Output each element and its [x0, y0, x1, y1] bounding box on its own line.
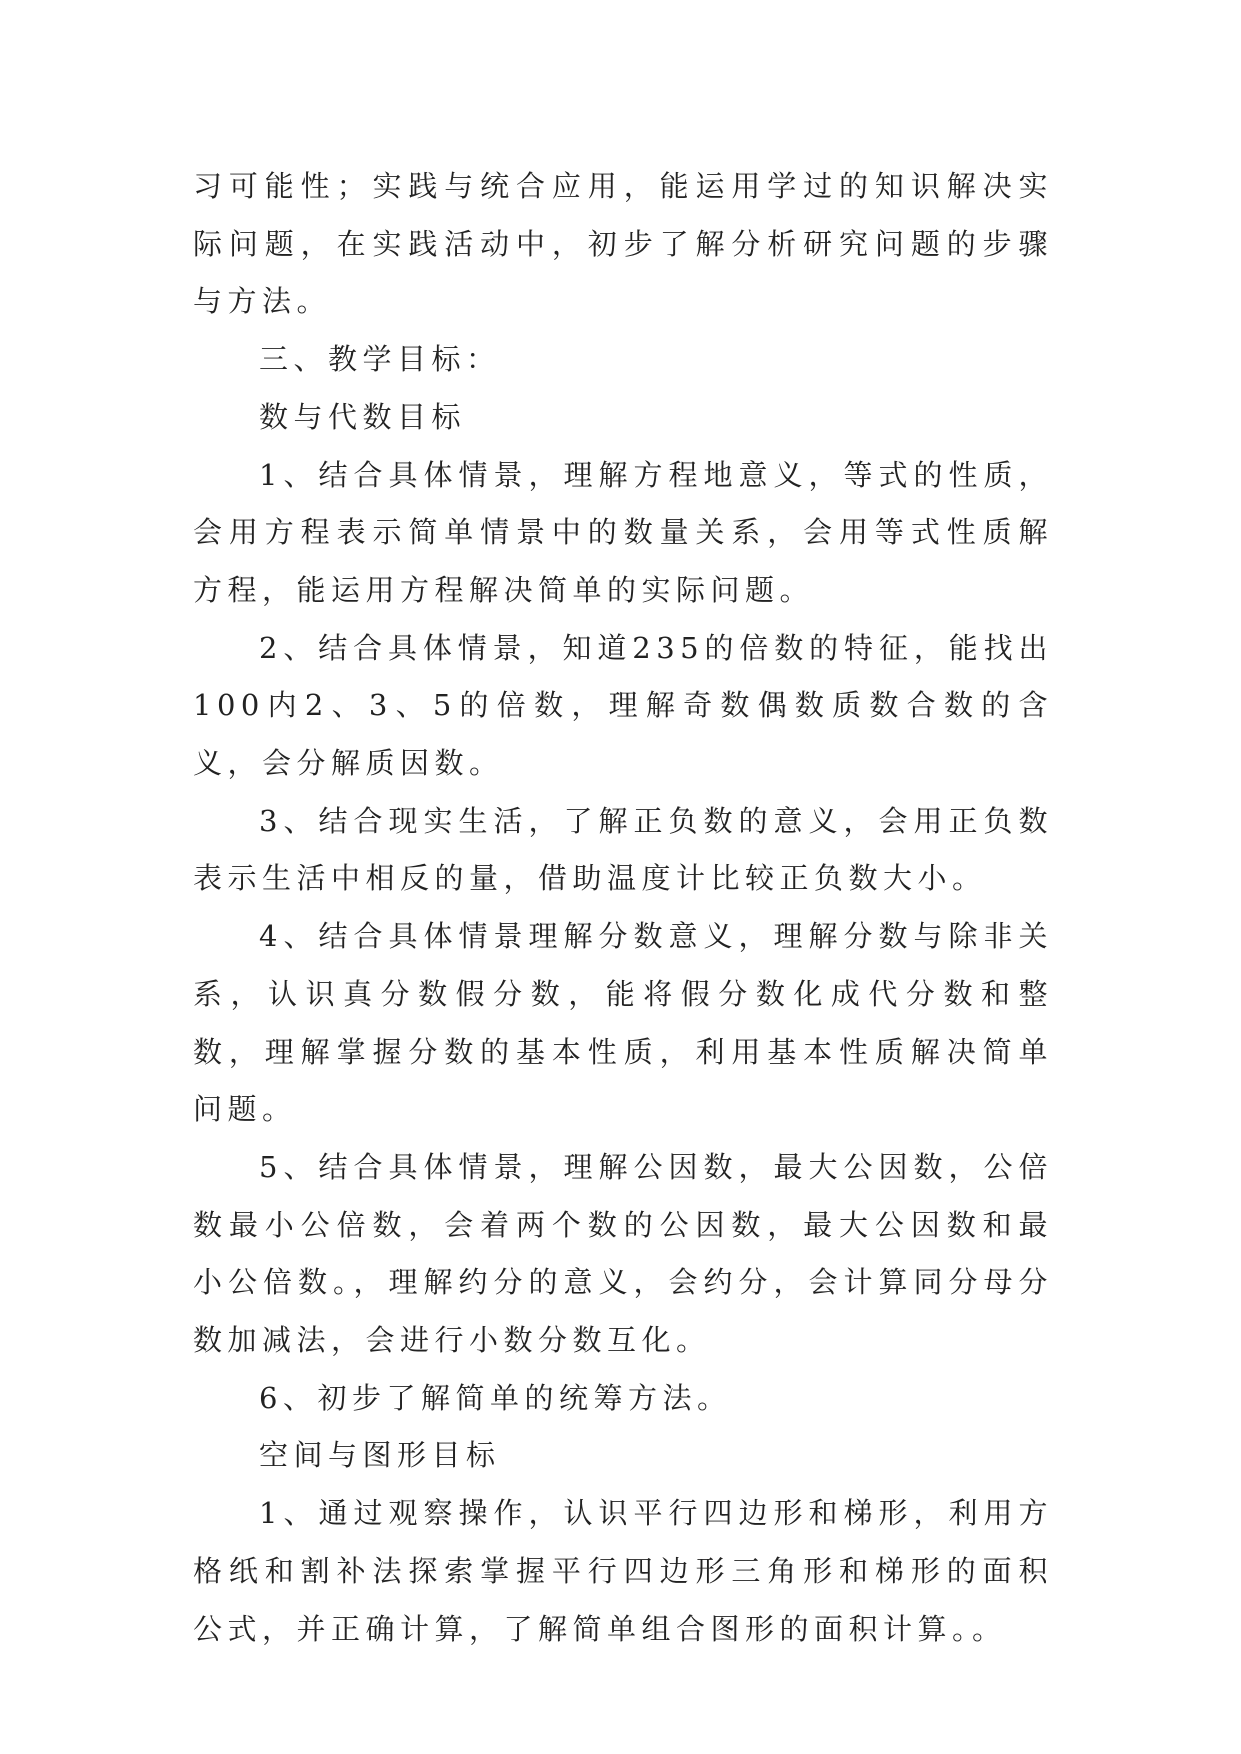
goal-item-5: 5、结合具体情景，理解公因数，最大公因数，公倍数最小公倍数，会着两个数的公因数，最大公因数和最小公倍数。，理解约分的意义，会约分，会计算同分母分数加减法，会进行小数分数互化。: [193, 1149, 1053, 1358]
paragraph-continuation: 习可能性；实践与统合应用，能运用学过的知识解决实际问题，在实践活动中，初步了解分析研究问题的步骤与方法。: [193, 169, 1053, 319]
document-body: [193, 158, 1053, 1658]
goal-item-1: 1、结合具体情景，理解方程地意义，等式的性质，会用方程表示简单情景中的数量关系，会用等式性质解方程，能运用方程解决简单的实际问题。: [193, 457, 1053, 607]
subheading-number-algebra: 数与代数目标: [259, 399, 467, 434]
goal-item-2: 2、结合具体情景，知道235的倍数的特征，能找出100内2、3、5的倍数，理解奇数偶数质数合数的含义，会分解质因数。: [193, 630, 1053, 781]
goal-item-4: 4、结合具体情景理解分数意义，理解分数与除非关系，认识真分数假分数，能将假分数化成代分数和整数，理解掌握分数的基本性质，利用基本性质解决简单问题。: [193, 919, 1053, 1127]
goal-item-6: 6、初步了解简单的统筹方法。: [259, 1380, 732, 1415]
subheading-space-geometry: 空间与图形目标: [259, 1438, 501, 1473]
geometry-goal-item-1: 1、通过观察操作，认识平行四边形和梯形，利用方格纸和割补法探索掌握平行四边形三角形和梯形的面积公式，并正确计算，了解简单组合图形的面积计算。。: [193, 1496, 1053, 1646]
goal-item-3: 3、结合现实生活，了解正负数的意义，会用正负数表示生活中相反的量，借助温度计比较正负数大小。: [193, 803, 1053, 896]
section-heading-teaching-goals: 三、教学目标：: [259, 342, 501, 377]
